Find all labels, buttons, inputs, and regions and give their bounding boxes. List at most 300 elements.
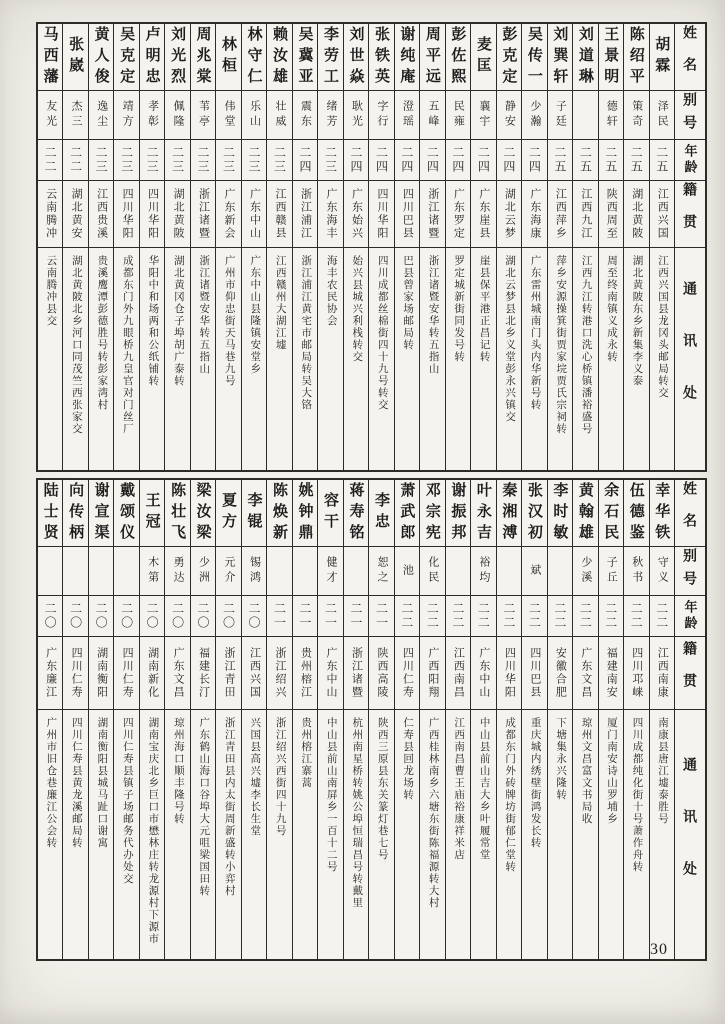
person-name: 陈绍平 (624, 24, 648, 91)
person-address: 四川仁寿县黄龙溪邮局转 (70, 717, 82, 849)
person-address: 湖北黄陂北乡河口同茂竺西张家交 (70, 255, 82, 435)
person-name: 王冠 (140, 480, 164, 547)
person-address: 南康县唐江墟泰胜号 (657, 717, 669, 825)
person-age: 二〇 (242, 596, 266, 637)
person-name: 王景明 (599, 24, 623, 91)
person-column (572, 480, 597, 959)
person-native-place: 湖北黄安 (63, 181, 87, 248)
person-name: 谢振邦 (446, 480, 470, 547)
person-age: 二二 (38, 140, 62, 181)
person-column (317, 480, 342, 959)
person-address: 广西桂林南乡六塘东街陈福源转大村 (427, 717, 439, 909)
person-column (394, 480, 419, 959)
person-native-place: 江西九江 (573, 181, 597, 248)
person-column (394, 24, 419, 470)
person-alias (114, 547, 138, 596)
person-name: 张崴 (63, 24, 87, 91)
person-name: 陈焕新 (267, 480, 291, 547)
person-alias: 勇达 (165, 547, 189, 596)
person-age: 二〇 (216, 596, 240, 637)
person-age: 二〇 (140, 596, 164, 637)
person-native-place: 广东中山 (471, 637, 495, 710)
person-native-place: 江西萍乡 (548, 181, 572, 248)
header-address-label: 通讯处 (682, 281, 698, 437)
person-alias: 斌 (522, 547, 546, 596)
person-name: 周平远 (420, 24, 444, 91)
person-age: 二四 (497, 140, 521, 181)
person-column (190, 24, 215, 470)
person-address: 海丰农民协会 (325, 255, 337, 327)
person-native-place: 四川仁寿 (63, 637, 87, 710)
person-native-place: 江西贵溪 (89, 181, 113, 248)
person-column (598, 24, 623, 470)
person-native-place: 广东罗定 (446, 181, 470, 248)
person-native-place: 湖北黄陂 (624, 181, 648, 248)
person-native-place: 湖北云梦 (497, 181, 521, 248)
person-address: 浙江诸暨安华转五指山 (198, 255, 210, 375)
person-name: 刘光烈 (165, 24, 189, 91)
person-age: 二三 (114, 140, 138, 181)
person-native-place: 四川华阳 (114, 181, 138, 248)
person-column (241, 24, 266, 470)
header-alias-label: 别号 (675, 547, 705, 596)
person-address: 厦门南安诗山罗埔乡 (606, 717, 618, 825)
person-column (445, 480, 470, 959)
person-age: 二〇 (165, 596, 189, 637)
person-address: 江西兴国县龙冈头邮局转交 (657, 255, 669, 399)
person-column (113, 480, 138, 959)
person-name: 刘世焱 (344, 24, 368, 91)
person-address: 仁寿县回龙场转 (402, 717, 414, 801)
person-alias: 苇亭 (191, 91, 215, 140)
person-name: 秦湘溥 (497, 480, 521, 547)
person-name: 彭克定 (497, 24, 521, 91)
person-native-place: 广东中山 (318, 637, 342, 710)
person-name: 黄翰雄 (573, 480, 597, 547)
person-name: 林守仁 (242, 24, 266, 91)
person-native-place: 福建长汀 (191, 637, 215, 710)
person-native-place: 福建南安 (599, 637, 623, 710)
person-age: 二一 (318, 596, 342, 637)
person-age: 二二 (395, 596, 419, 637)
person-alias: 靖方 (114, 91, 138, 140)
person-alias: 策奇 (624, 91, 648, 140)
person-name: 吴冀亚 (293, 24, 317, 91)
person-column (623, 24, 648, 470)
person-address: 中山县前山吉大乡叶履常堂 (478, 717, 490, 861)
person-column (496, 480, 521, 959)
person-name: 李时敏 (548, 480, 572, 547)
person-alias: 守义 (650, 547, 674, 596)
person-name: 吴克定 (114, 24, 138, 91)
person-alias: 锡鸿 (242, 547, 266, 596)
person-column (572, 24, 597, 470)
person-alias (89, 547, 113, 596)
person-column (470, 24, 495, 470)
roster-table-top (36, 22, 707, 472)
person-age: 二三 (89, 140, 113, 181)
person-name: 李忠 (369, 480, 393, 547)
person-alias (497, 547, 521, 596)
person-alias (293, 547, 317, 596)
person-native-place: 浙江诸暨 (344, 637, 368, 710)
person-age: 二五 (650, 140, 674, 181)
person-age: 二四 (420, 140, 444, 181)
person-address: 琼州文昌富文书局收 (580, 717, 592, 825)
person-alias: 静安 (497, 91, 521, 140)
person-column (62, 480, 87, 959)
person-native-place: 浙江浦江 (293, 181, 317, 248)
person-address: 琼州海口顺丰隆号转 (172, 717, 184, 825)
person-name: 张汉初 (522, 480, 546, 547)
person-column (139, 24, 164, 470)
person-alias: 友光 (38, 91, 62, 140)
person-alias: 少瀚 (522, 91, 546, 140)
person-alias: 少洲 (191, 547, 215, 596)
person-age: 二〇 (38, 596, 62, 637)
person-column (113, 24, 138, 470)
person-name: 姚钟鼎 (293, 480, 317, 547)
header-age-label: 年龄 (675, 140, 705, 181)
person-address: 广东中山县隆镇安堂乡 (249, 255, 261, 375)
person-alias (344, 547, 368, 596)
person-name: 吴传一 (522, 24, 546, 91)
person-alias (267, 547, 291, 596)
person-address: 华阳中和场两和公纸铺转 (147, 255, 159, 387)
person-column (419, 480, 444, 959)
person-name: 谢宣渠 (89, 480, 113, 547)
person-alias: 震东 (293, 91, 317, 140)
person-native-place: 浙江绍兴 (267, 637, 291, 710)
person-address: 云南腾冲县交 (45, 255, 57, 327)
person-name: 赖汝雄 (267, 24, 291, 91)
person-alias: 逸尘 (89, 91, 113, 140)
person-name: 麦匡 (471, 24, 495, 91)
person-alias: 健才 (318, 547, 342, 596)
person-age: 二一 (293, 596, 317, 637)
person-age: 二〇 (191, 596, 215, 637)
person-name: 叶永吉 (471, 480, 495, 547)
person-age: 二二 (446, 596, 470, 637)
header-name-label: 姓名 (675, 24, 705, 91)
person-column (521, 480, 546, 959)
person-native-place: 浙江诸暨 (420, 181, 444, 248)
person-alias: 襄宇 (471, 91, 495, 140)
person-native-place: 四川华阳 (140, 181, 164, 248)
person-native-place: 四川仁寿 (395, 637, 419, 710)
person-age: 二三 (191, 140, 215, 181)
person-column (521, 24, 546, 470)
person-age: 二四 (446, 140, 470, 181)
person-age: 二四 (471, 140, 495, 181)
person-address: 兴国县高兴墟李长生堂 (249, 717, 261, 837)
person-age: 二一 (369, 596, 393, 637)
person-native-place: 四川巴县 (522, 637, 546, 710)
person-age: 二二 (548, 596, 572, 637)
person-name: 胡霖 (650, 24, 674, 91)
person-age: 二一 (267, 596, 291, 637)
person-age: 二三 (242, 140, 266, 181)
person-address: 湖南衡阳县城马趾口谢寓 (96, 717, 108, 849)
person-alias: 化民 (420, 547, 444, 596)
person-alias: 恕之 (369, 547, 393, 596)
person-column (368, 24, 393, 470)
person-alias: 壮威 (267, 91, 291, 140)
person-age: 二二 (624, 596, 648, 637)
person-address: 始兴县城兴利栈转交 (351, 255, 363, 363)
person-alias: 裕均 (471, 547, 495, 596)
person-address: 四川成都丝棉街四十九号转交 (376, 255, 388, 411)
person-address: 四川成都纯化街十号萧作舟转 (631, 717, 643, 873)
person-name: 刘道琳 (573, 24, 597, 91)
person-native-place: 浙江青田 (216, 637, 240, 710)
person-native-place: 四川华阳 (497, 637, 521, 710)
person-native-place: 湖南衡阳 (89, 637, 113, 710)
person-native-place: 广东廉江 (38, 637, 62, 710)
person-column (88, 24, 113, 470)
person-alias: 伟堂 (216, 91, 240, 140)
person-name: 余石民 (599, 480, 623, 547)
person-address: 湖北黄冈仓子埠胡广泰转 (172, 255, 184, 387)
person-alias (446, 547, 470, 596)
person-age: 二二 (522, 596, 546, 637)
person-alias: 佩隆 (165, 91, 189, 140)
person-address: 罗定城新街同发号转 (453, 255, 465, 363)
person-column (139, 480, 164, 959)
person-column (470, 480, 495, 959)
person-native-place: 广东文昌 (165, 637, 189, 710)
person-address: 广州市旧仓巷廉江公会转 (45, 717, 57, 849)
person-native-place: 江西兴国 (242, 637, 266, 710)
person-name: 萧武郎 (395, 480, 419, 547)
person-column (317, 24, 342, 470)
person-alias: 秋书 (624, 547, 648, 596)
person-alias: 杰三 (63, 91, 87, 140)
person-age: 二三 (318, 140, 342, 181)
person-name: 容干 (318, 480, 342, 547)
person-alias: 孝彰 (140, 91, 164, 140)
person-address: 浙江浦江黄宅市邮局转吴大铬 (300, 255, 312, 411)
person-alias: 耿光 (344, 91, 368, 140)
person-column (649, 480, 674, 959)
person-age: 二五 (573, 140, 597, 181)
person-column (368, 480, 393, 959)
person-column (496, 24, 521, 470)
person-native-place: 陕西周至 (599, 181, 623, 248)
person-alias: 子廷 (548, 91, 572, 140)
person-native-place: 广东中山 (242, 181, 266, 248)
person-age: 二〇 (89, 596, 113, 637)
person-native-place: 安徽合肥 (548, 637, 572, 710)
person-address: 下塘集永兴隆转 (555, 717, 567, 801)
person-native-place: 江西兴国 (650, 181, 674, 248)
person-alias: 池 (395, 547, 419, 596)
person-age: 二二 (650, 596, 674, 637)
person-address: 江西赣州大湖江墟 (274, 255, 286, 351)
person-native-place: 四川巴县 (395, 181, 419, 248)
person-alias: 德轩 (599, 91, 623, 140)
person-age: 二四 (344, 140, 368, 181)
person-alias: 绪芳 (318, 91, 342, 140)
person-name: 伍德鉴 (624, 480, 648, 547)
person-native-place: 四川邛崃 (624, 637, 648, 710)
person-column (38, 480, 62, 959)
person-name: 陈壮飞 (165, 480, 189, 547)
person-column (266, 24, 291, 470)
person-address: 浙江绍兴西街四十九号 (274, 717, 286, 837)
page-number: 30 (650, 941, 668, 958)
person-name: 梁汝梁 (191, 480, 215, 547)
person-address: 中山县前山南屏乡一百十二号 (325, 717, 337, 873)
person-alias: 五峰 (420, 91, 444, 140)
person-address: 江西南昌曹王庙裕康祥米店 (453, 717, 465, 861)
person-name: 马西藩 (38, 24, 62, 91)
person-address: 巴县曾家场邮局转 (402, 255, 414, 351)
person-age: 二四 (395, 140, 419, 181)
person-alias: 乐山 (242, 91, 266, 140)
person-address: 湖南宝庆北乡巨口市懋林庄转龙源村下源市 (147, 717, 159, 945)
person-name: 林桓 (216, 24, 240, 91)
person-column (241, 480, 266, 959)
person-column (649, 24, 674, 470)
person-alias (38, 547, 62, 596)
person-native-place: 江西赣县 (267, 181, 291, 248)
person-name: 卢明忠 (140, 24, 164, 91)
header-address-label: 通讯处 (682, 756, 698, 913)
person-name: 邓宗宪 (420, 480, 444, 547)
person-native-place: 四川仁寿 (114, 637, 138, 710)
person-native-place: 广东文昌 (573, 637, 597, 710)
person-address: 贵溪鹰潭彭德胜号转彭家湾村 (96, 255, 108, 411)
person-native-place: 贵州榕江 (293, 637, 317, 710)
person-native-place: 四川华阳 (369, 181, 393, 248)
person-address: 湖北云梦县北乡义堂彭永兴镇交 (504, 255, 516, 423)
person-native-place: 广东海康 (522, 181, 546, 248)
person-age: 二五 (548, 140, 572, 181)
person-column (190, 480, 215, 959)
person-name: 黄人俊 (89, 24, 113, 91)
person-age: 二五 (599, 140, 623, 181)
person-age: 二二 (471, 596, 495, 637)
person-address: 重庆城内绣壁街鸿发长转 (529, 717, 541, 849)
person-age: 二四 (369, 140, 393, 181)
person-age: 二三 (216, 140, 240, 181)
person-column (88, 480, 113, 959)
person-native-place: 广东新会 (216, 181, 240, 248)
person-age: 二四 (522, 140, 546, 181)
header-name-label: 姓名 (675, 480, 705, 547)
person-alias (548, 547, 572, 596)
person-age: 二二 (63, 140, 87, 181)
person-age: 二三 (165, 140, 189, 181)
person-alias: 木第 (140, 547, 164, 596)
person-native-place: 陕西高陵 (369, 637, 393, 710)
person-age: 二〇 (63, 596, 87, 637)
person-alias: 元介 (216, 547, 240, 596)
person-column (547, 24, 572, 470)
header-column (674, 24, 705, 470)
person-name: 蒋寿铭 (344, 480, 368, 547)
person-native-place: 浙江诸暨 (191, 181, 215, 248)
person-address: 广东雷州城南门头内华新号转 (529, 255, 541, 411)
person-native-place: 广东始兴 (344, 181, 368, 248)
person-address: 四川仁寿县镇子场邮务代办处交 (121, 717, 133, 885)
person-name: 夏方 (216, 480, 240, 547)
person-alias: 少溪 (573, 547, 597, 596)
person-alias: 子丘 (599, 547, 623, 596)
header-native-label: 籍贯 (675, 181, 705, 248)
person-address: 成都东门外砖牌坊街郁仁堂转 (504, 717, 516, 873)
person-age: 二二 (420, 596, 444, 637)
person-name: 李劳工 (318, 24, 342, 91)
person-column (343, 24, 368, 470)
roster-table-bottom (36, 478, 707, 961)
person-alias: 字行 (369, 91, 393, 140)
person-column (547, 480, 572, 959)
person-address: 成都东门外九眼桥九皇官对门丝厂 (121, 255, 133, 435)
person-alias: 澄瑶 (395, 91, 419, 140)
person-name: 陆士贤 (38, 480, 62, 547)
person-address: 陕西三原县东关篆灯巷七号 (376, 717, 388, 861)
person-native-place: 广西阳翔 (420, 637, 444, 710)
person-name: 戴颂仪 (114, 480, 138, 547)
person-age: 二一 (344, 596, 368, 637)
person-name: 刘巽轩 (548, 24, 572, 91)
person-address: 浙江青田县内太街周新盛转小弈村 (223, 717, 235, 897)
person-address: 浙江诸暨安华转五指山 (427, 255, 439, 375)
person-alias: 民雍 (446, 91, 470, 140)
person-column (215, 24, 240, 470)
person-age: 二二 (497, 596, 521, 637)
person-address: 杭州南星桥转姚公埠恒瑞昌号转戴里 (351, 717, 363, 909)
person-age: 二二 (599, 596, 623, 637)
person-age: 二四 (293, 140, 317, 181)
person-age: 二三 (267, 140, 291, 181)
person-address: 萍乡安源操箕街贾家垸贾氏宗祠转 (555, 255, 567, 435)
person-address: 广州市仰忠街天马巷九号 (223, 255, 235, 387)
person-column (62, 24, 87, 470)
person-alias: 泽民 (650, 91, 674, 140)
person-name: 张铁英 (369, 24, 393, 91)
person-column (623, 480, 648, 959)
header-native-label: 籍贯 (675, 637, 705, 710)
person-column (164, 24, 189, 470)
person-age: 二三 (140, 140, 164, 181)
person-native-place: 江西南昌 (446, 637, 470, 710)
person-column (292, 24, 317, 470)
person-column (343, 480, 368, 959)
person-address: 贵州榕江寨蒿 (300, 717, 312, 789)
person-alias (573, 91, 597, 140)
person-address: 崖县保平港正昌记转 (478, 255, 490, 363)
person-name: 向传柄 (63, 480, 87, 547)
person-column (164, 480, 189, 959)
person-column (292, 480, 317, 959)
person-address: 湖北黄陂东乡新集李义泰 (631, 255, 643, 387)
person-native-place: 湖北黄陂 (165, 181, 189, 248)
person-native-place: 云南腾冲 (38, 181, 62, 248)
header-alias-label: 别号 (675, 91, 705, 140)
person-native-place: 湖南新化 (140, 637, 164, 710)
person-age: 二五 (624, 140, 648, 181)
person-column (215, 480, 240, 959)
person-column (38, 24, 62, 470)
person-address: 江西九江转港口洗心桥镇潘裕盛号 (580, 255, 592, 435)
person-column (419, 24, 444, 470)
person-address: 周至终南镇义成永转 (606, 255, 618, 363)
header-age-label: 年龄 (675, 596, 705, 637)
person-age: 二〇 (114, 596, 138, 637)
